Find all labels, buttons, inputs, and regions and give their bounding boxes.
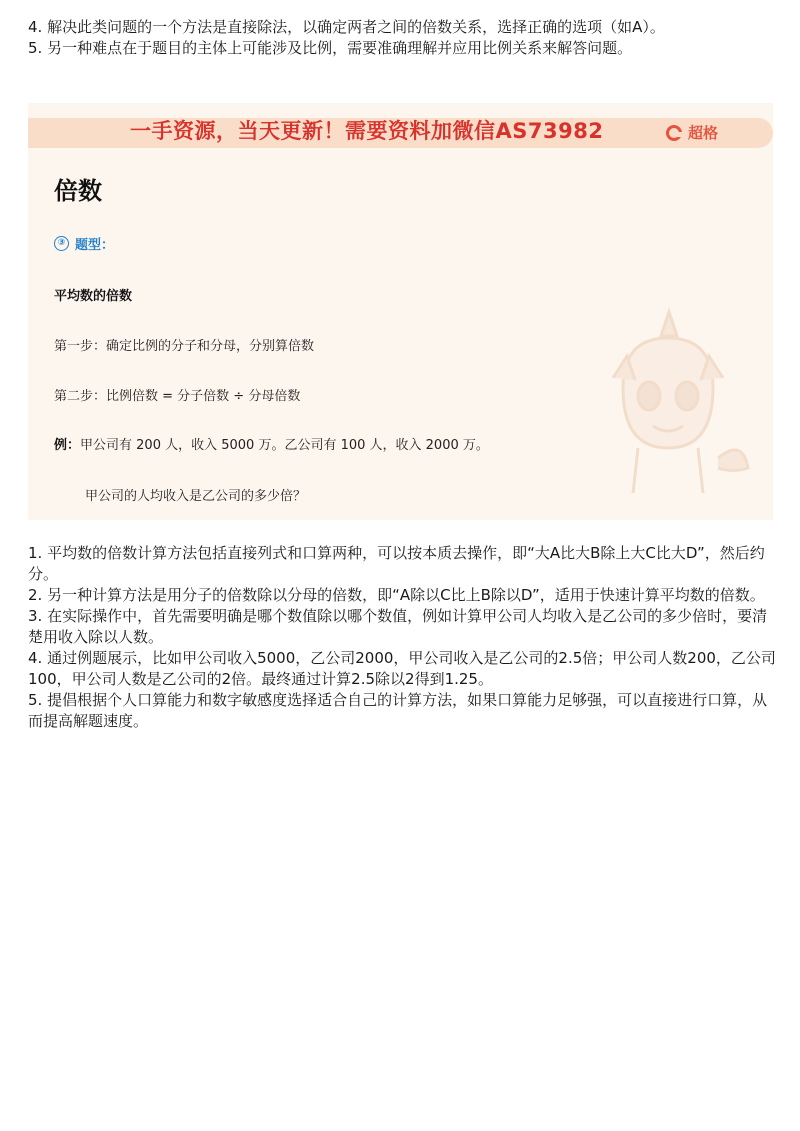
example-text: 甲公司有 200 人，收入 5000 万。乙公司有 100 人，收入 2000 万。 [80, 438, 489, 453]
brand-name: 超格 [688, 124, 719, 142]
brand-logo [666, 122, 718, 143]
example-label: 例： [54, 438, 81, 453]
example-line [54, 434, 489, 453]
topic-label: 题型： [75, 238, 115, 253]
promo-banner-text: 一手资源，当天更新！需要资料加微信AS73982 [130, 119, 604, 143]
example-question: 甲公司的人均收入是乙公司的多少倍？ [85, 489, 307, 504]
unicorn-mascot-icon [583, 308, 753, 498]
note-item: 2. 另一种计算方法是用分子的倍数除以分母的倍数，即“A除以C比上B除以D”，适用于快速计算平均数的倍数。 [28, 586, 765, 604]
note-item: 1. 平均数的倍数计算方法包括直接列式和口算两种，可以按本质去操作，即“大A比大B除上大C比大D”，然后约分。 [28, 544, 765, 583]
note-item: 3. 在实际操作中，首先需要明确是哪个数值除以哪个数值，例如计算甲公司人均收入是乙公司的多少倍时，要清楚用收入除以人数。 [28, 607, 768, 646]
slide-title: 倍数 [54, 177, 102, 205]
note-item: 5. 另一种难点在于题目的主体上可能涉及比例，需要准确理解并应用比例关系来解答问题。 [28, 39, 633, 57]
section-heading: 平均数的倍数 [54, 289, 133, 304]
bottom-notes [28, 543, 776, 732]
brand-g-icon [666, 125, 682, 141]
top-notes [28, 17, 778, 59]
step-one: 第一步：确定比例的分子和分母，分别算倍数 [54, 339, 315, 354]
note-item: 5. 提倡根据个人口算能力和数字敏感度选择适合自己的计算方法，如果口算能力足够强，可以直接进行口算，从而提高解题速度。 [28, 691, 768, 730]
note-item: 4. 解决此类问题的一个方法是直接除法，以确定两者之间的倍数关系，选择正确的选项（如A）。 [28, 18, 665, 36]
note-item: 4. 通过例题展示，比如甲公司收入5000，乙公司2000，甲公司收入是乙公司的2.5倍；甲公司人数200，乙公司100，甲公司人数是乙公司的2倍。最终通过计算2.5除以2得到1.25。 [28, 649, 776, 688]
step-two: 第二步：比例倍数 = 分子倍数 ÷ 分母倍数 [54, 389, 301, 404]
circled-number-icon: ③ [54, 236, 69, 251]
slide-image [28, 103, 773, 520]
topic-heading [54, 234, 114, 253]
